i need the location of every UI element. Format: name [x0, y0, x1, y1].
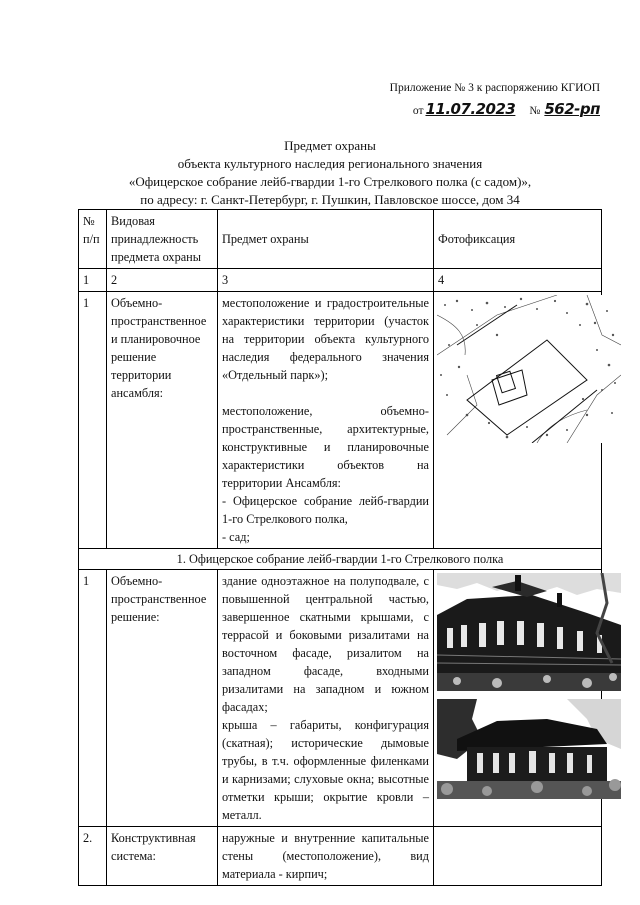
- header-number: № п/п: [79, 210, 107, 269]
- building-photo-1-image: [437, 573, 621, 691]
- subject-paragraph: крыша – габариты, конфигурация (скатная); исторические дымовые трубы, в т.ч. оформленные филенками и карнизами; слуховые окна; высотные отметки крыши; окрытие кровли – металл.: [222, 718, 429, 822]
- table-row: [79, 570, 602, 827]
- appendix-label: Приложение № 3 к распоряжению КГИОП: [389, 82, 600, 94]
- document-title: [60, 137, 600, 209]
- title-line-4: по адресу: г. Санкт-Петербург, г. Пушкин, Павловское шоссе, дом 34: [140, 192, 520, 207]
- row-photo: [434, 827, 602, 886]
- section-row: [79, 549, 602, 570]
- title-line-2: объекта культурного наследия регионального значения: [177, 156, 483, 171]
- title-line-3: «Офицерское собрание лейб-гвардии 1-го Стрелкового полка (с садом)»,: [128, 174, 532, 189]
- header-photo: Фотофиксация: [434, 210, 602, 269]
- subject-paragraph: местоположение и градостроительные характеристики территории (участок на территории объекта культурного наследия федерального значения «Отдельный парк»);: [222, 296, 429, 382]
- order-line: [413, 100, 600, 118]
- row-subject: [218, 292, 434, 549]
- subject-list-item: - сад;: [222, 530, 250, 544]
- row-number: 2.: [79, 827, 107, 886]
- table-numbering-row: [79, 269, 602, 292]
- row-type: Конструктивная система:: [107, 827, 218, 886]
- table-row: [79, 292, 602, 549]
- row-photo: [434, 292, 602, 549]
- row-type: Объемно-пространственное и планировочное решение территории ансамбля:: [107, 292, 218, 549]
- table-header-row: [79, 210, 602, 269]
- row-subject: [218, 570, 434, 827]
- building-photo-2-image: [437, 699, 621, 799]
- site-plan-map-image: [437, 295, 621, 443]
- row-number: 1: [79, 292, 107, 549]
- header-type: Видовая принадлежность предмета охраны: [107, 210, 218, 269]
- subject-paragraph: здание одноэтажное на полуподвале, с повышенной центральной частью, завершенное скатными крышами, с террасой и боковыми ризалитами на восточном фасаде, ризалитом на западном фасаде, входными ризалитами на западном и южном фасадах;: [222, 574, 429, 714]
- order-number-prefix: №: [529, 105, 541, 117]
- order-date: 11.07.2023: [425, 100, 516, 118]
- table-row: [79, 827, 602, 886]
- order-number: 562-рп: [544, 100, 600, 118]
- subject-paragraph: местоположение, объемно-пространственные, архитектурные, конструктивные и планировочные характеристики объектов на территории Ансамбля:: [222, 404, 429, 490]
- row-subject: наружные и внутренние капитальные стены (местоположение), вид материала - кирпич;: [218, 827, 434, 886]
- section-title: 1. Офицерское собрание лейб-гвардии 1-го Стрелкового полка: [79, 549, 602, 570]
- row-type: Объемно-пространственное решение:: [107, 570, 218, 827]
- header-subject: Предмет охраны: [218, 210, 434, 269]
- subject-list-item: - Офицерское собрание лейб-гвардии 1-го Стрелкового полка,: [222, 494, 429, 526]
- col-number-1: 1: [79, 269, 107, 292]
- row-photo: [434, 570, 602, 827]
- title-line-1: Предмет охраны: [284, 138, 376, 153]
- col-number-3: 3: [218, 269, 434, 292]
- protection-subject-table: [78, 209, 602, 886]
- col-number-4: 4: [434, 269, 602, 292]
- row-number: 1: [79, 570, 107, 827]
- col-number-2: 2: [107, 269, 218, 292]
- order-date-prefix: от: [412, 105, 424, 117]
